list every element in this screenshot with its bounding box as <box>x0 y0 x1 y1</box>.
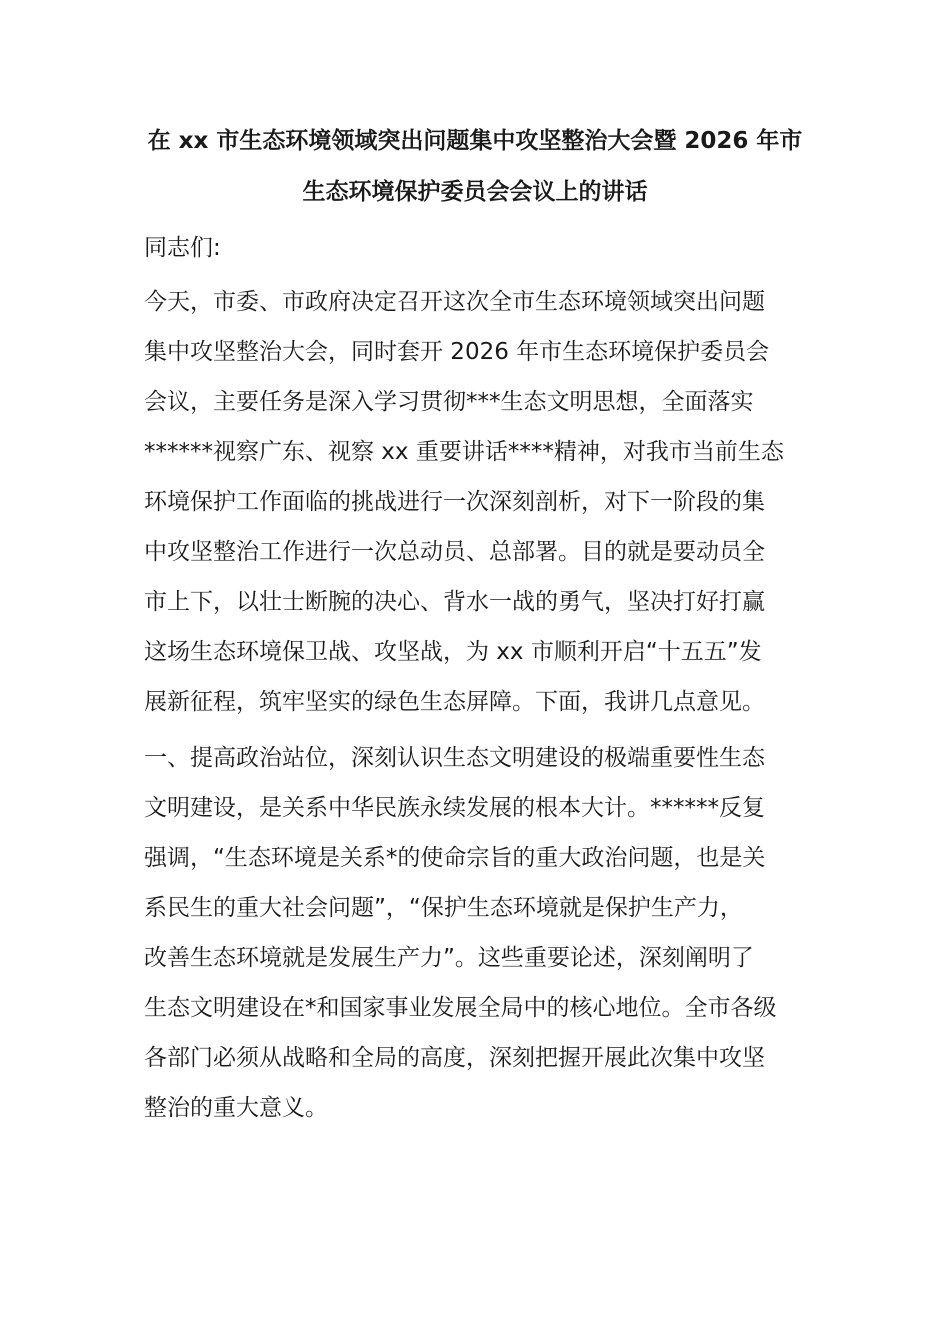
greeting-text: 同志们: <box>144 235 221 261</box>
paragraph-line: 环境保护工作面临的挑战进行一次深刻剖析，对下一阶段的集 <box>144 489 765 515</box>
document-title-line-1: 在 xx 市生态环境领域突出问题集中攻坚整治大会暨 2026 年市 <box>147 128 803 154</box>
paragraph-line: 强调，“生态环境是关系*的使命宗旨的重大政治问题，也是关 <box>144 845 766 871</box>
paragraph-1 <box>144 277 814 727</box>
greeting <box>144 223 814 273</box>
paragraph-line: 会议，主要任务是深入学习贯彻***生态文明思想，全面落实 <box>144 389 754 415</box>
section-heading-line: 一、提高政治站位，深刻认识生态文明建设的极端重要性生态 <box>144 745 765 771</box>
paragraph-line: 整治的重大意义。 <box>144 1095 328 1121</box>
paragraph-line: ******视察广东、视察 xx 重要讲话****精神，对我市当前生态 <box>144 439 784 465</box>
paragraph-line: 各部门必须从战略和全局的高度，深刻把握开展此次集中攻坚 <box>144 1045 765 1071</box>
paragraph-line: 文明建设，是关系中华民族永续发展的根本大计。******反复 <box>144 795 765 821</box>
paragraph-line: 集中攻坚整治大会，同时套开 2026 年市生态环境保护委员会 <box>144 339 770 365</box>
paragraph-line: 市上下，以壮士断腕的决心、背水一战的勇气，坚决打好打赢 <box>144 589 765 615</box>
paragraph-line: 系民生的重大社会问题”，“保护生态环境就是保护生产力， <box>144 895 743 921</box>
paragraph-line: 这场生态环境保卫战、攻坚战，为 xx 市顺利开启“十五五”发 <box>144 639 762 665</box>
paragraph-2 <box>144 733 814 1133</box>
paragraph-line: 中攻坚整治工作进行一次总动员、总部署。目的就是要动员全 <box>144 539 765 565</box>
paragraph-line: 生态文明建设在*和国家事业发展全局中的核心地位。全市各级 <box>144 995 777 1021</box>
paragraph-line: 改善生态环境就是发展生产力”。这些重要论述，深刻阐明了 <box>144 945 754 971</box>
document-title-line-2: 生态环境保护委员会会议上的讲话 <box>302 179 648 205</box>
paragraph-line: 今天，市委、市政府决定召开这次全市生态环境领域突出问题 <box>144 289 765 315</box>
paragraph-line: 展新征程，筑牢坚实的绿色生态屏障。下面，我讲几点意见。 <box>144 689 765 715</box>
